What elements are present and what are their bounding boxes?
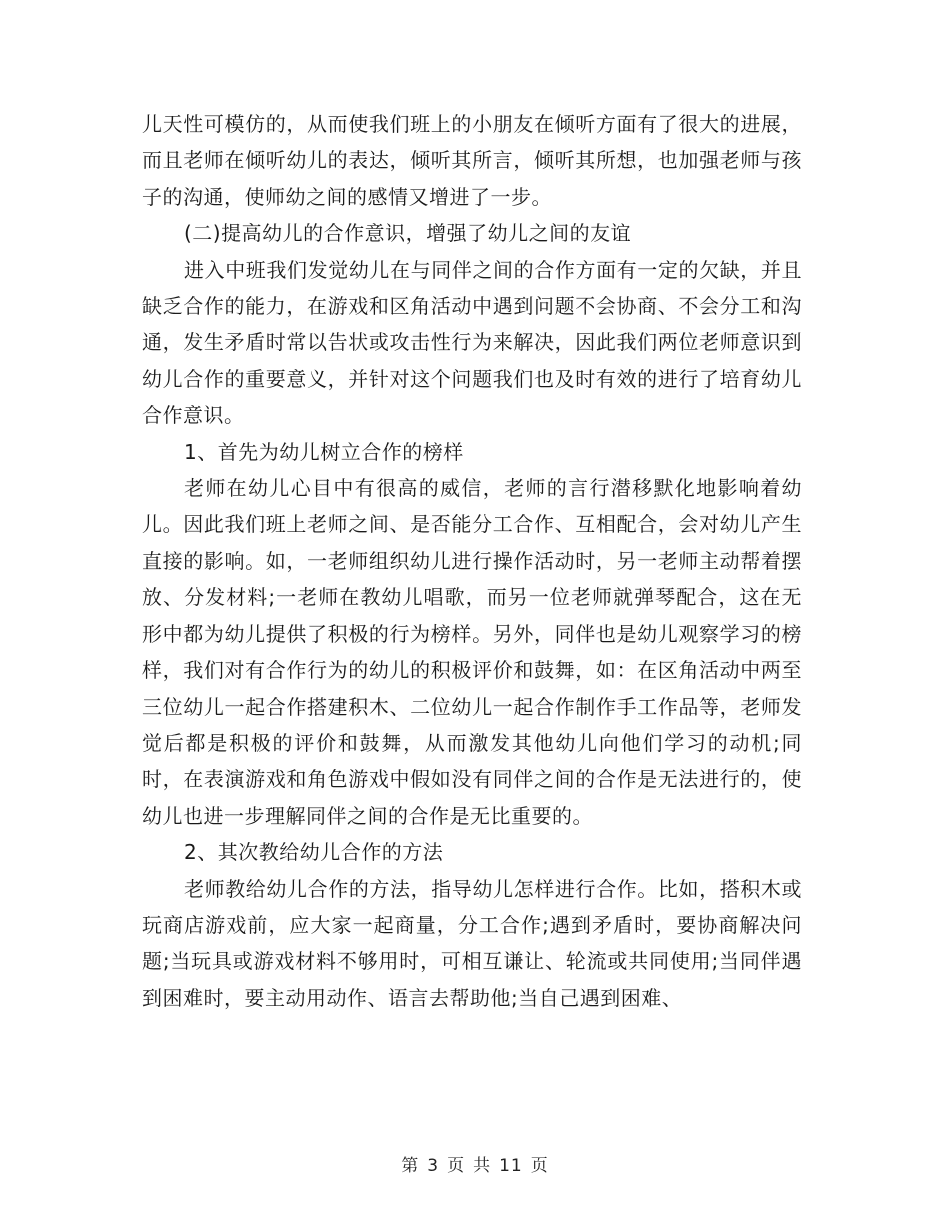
paragraph-role-model: 老师在幼儿心目中有很高的威信，老师的言行潜移默化地影响着幼儿。因此我们班上老师之间、是否能分工合作、互相配合，会对幼儿产生直接的影响。如，一老师组织幼儿进行操作活动时，另一老师主动帮着摆放、分发材料;一老师在教幼儿唱歌，而另一位老师就弹琴配合，这在无形中都为幼儿提供了积极的行为榜样。另外，同伴也是幼儿观察学习的榜样，我们对有合作行为的幼儿的积极评价和鼓舞，如：在区角活动中两至三位幼儿一起合作搭建积木、二位幼儿一起合作制作手工作品等，老师发觉后都是积极的评价和鼓舞，从而激发其他幼儿向他们学习的动机;同时，在表演游戏和角色游戏中假如没有同伴之间的合作是无法进行的，使幼儿也进一步理解同伴之间的合作是无比重要的。 [142,476,802,828]
paragraph-continuation: 儿天性可模仿的，从而使我们班上的小朋友在倾听方面有了很大的进展，而且老师在倾听幼儿的表达，倾听其所言，倾听其所想，也加强老师与孩子的沟通，使师幼之间的感情又增进了一步。 [142,112,802,209]
subheading-role-model: 1、首先为幼儿树立合作的榜样 [184,439,464,464]
document-body [142,106,802,1016]
paragraph-cooperation-intro: 进入中班我们发觉幼儿在与同伴之间的合作方面有一定的欠缺，并且缺乏合作的能力，在游戏和区角活动中遇到问题不会协商、不会分工和沟通，发生矛盾时常以告状或攻击性行为来解决，因此我们两位老师意识到幼儿合作的重要意义，并针对这个问题我们也及时有效的进行了培育幼儿合作意识。 [142,257,802,428]
subheading-methods: 2、其次教给幼儿合作的方法 [184,840,444,865]
footer-page-number: 3 [427,1156,440,1176]
page-footer [0,1154,950,1178]
footer-suffix: 页 [530,1156,549,1176]
paragraph-methods: 老师教给幼儿合作的方法，指导幼儿怎样进行合作。比如，搭积木或玩商店游戏前，应大家一起商量，分工合作;遇到矛盾时，要协商解决问题;当玩具或游戏材料不够用时，可相互谦让、轮流或共同使用;当同伴遇到困难时，要主动用动作、语言去帮助他;当自己遇到困难、 [142,876,802,1010]
footer-prefix: 第 [401,1156,420,1176]
footer-total-label: 共 [473,1156,492,1176]
footer-total-pages: 11 [499,1156,523,1176]
section-heading-cooperation: (二)提高幼儿的合作意识，增强了幼儿之间的友谊 [184,221,632,246]
footer-page-label: 页 [447,1156,466,1176]
